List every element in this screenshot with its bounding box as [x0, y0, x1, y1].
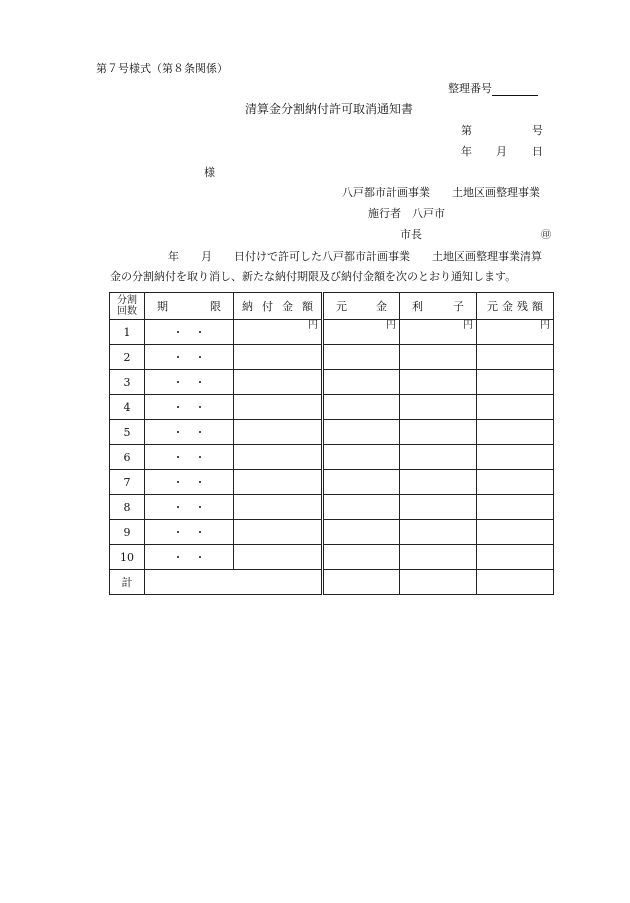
nofu-amount-cell[interactable] — [234, 370, 323, 395]
nofu-amount-cell[interactable] — [234, 445, 323, 470]
table-row — [110, 345, 554, 370]
header-genkin — [323, 293, 400, 320]
installment-table — [109, 292, 554, 595]
row-number: 7 — [110, 470, 145, 495]
day-label: 日 — [532, 145, 543, 158]
nofu-amount-cell[interactable] — [234, 345, 323, 370]
table-row — [110, 470, 554, 495]
genkin-cell[interactable] — [323, 545, 400, 570]
total-nofu-cell[interactable] — [145, 570, 323, 595]
rishi-cell[interactable] — [400, 395, 477, 420]
rishi-cell[interactable] — [400, 495, 477, 520]
total-rishi-cell[interactable] — [400, 570, 477, 595]
header-genkin-1: 元 — [336, 300, 347, 313]
header-kigen-2: 限 — [210, 300, 221, 313]
header-rishi-1: 利 — [412, 300, 423, 313]
rishi-cell[interactable] — [400, 445, 477, 470]
issuer-executor: 施行者 八戸市 — [368, 207, 445, 220]
row-number: 3 — [110, 370, 145, 395]
seal-glyph: ㊞ — [541, 230, 551, 241]
genkin-cell[interactable] — [323, 470, 400, 495]
date-cell[interactable]: ・ ・ — [145, 495, 234, 520]
issuer-mayor: 市長 — [400, 228, 422, 241]
seal-mark — [541, 228, 551, 243]
table-row — [110, 370, 554, 395]
zandaka-cell[interactable] — [477, 495, 554, 520]
header-zandaka-2: 金 — [502, 300, 513, 313]
nofu-amount-cell[interactable] — [234, 545, 323, 570]
date-cell[interactable]: ・ ・ — [145, 370, 234, 395]
nofu-amount-cell[interactable] — [234, 395, 323, 420]
header-genkin-2: 金 — [376, 300, 387, 313]
zandaka-cell[interactable] — [477, 520, 554, 545]
row-number: 10 — [110, 545, 145, 570]
header-zandaka-3: 残 — [517, 300, 528, 313]
year-label: 年 — [461, 145, 472, 158]
total-zandaka-cell[interactable] — [477, 570, 554, 595]
genkin-cell[interactable] — [323, 495, 400, 520]
reference-number-label: 整理番号 — [448, 82, 492, 95]
zandaka-cell[interactable] — [477, 420, 554, 445]
genkin-cell[interactable] — [323, 420, 400, 445]
nofu-amount-cell[interactable] — [234, 495, 323, 520]
month-label: 月 — [496, 145, 507, 158]
header-zandaka-1: 元 — [487, 300, 498, 313]
row-number: 9 — [110, 520, 145, 545]
header-nofu — [234, 293, 323, 320]
row-number: 6 — [110, 445, 145, 470]
header-kigen-1: 期 — [157, 300, 168, 313]
total-label: 計 — [110, 570, 145, 595]
nofu-amount-cell[interactable] — [234, 420, 323, 445]
header-kigen — [145, 293, 234, 320]
reference-number-field — [448, 82, 538, 96]
row-number: 4 — [110, 395, 145, 420]
rishi-cell[interactable] — [400, 370, 477, 395]
zandaka-cell[interactable] — [477, 395, 554, 420]
date-cell[interactable]: ・ ・ — [145, 420, 234, 445]
row-number: 8 — [110, 495, 145, 520]
nofu-amount-cell[interactable] — [234, 470, 323, 495]
row-number: 1 — [110, 320, 145, 345]
document-title: 清算金分割納付許可取消通知書 — [245, 102, 414, 116]
table-row — [110, 495, 554, 520]
total-row — [110, 570, 554, 595]
date-cell[interactable]: ・ ・ — [145, 520, 234, 545]
rishi-cell[interactable]: 円 — [400, 320, 477, 345]
date-cell[interactable]: ・ ・ — [145, 445, 234, 470]
zandaka-cell[interactable] — [477, 545, 554, 570]
genkin-cell[interactable] — [323, 395, 400, 420]
zandaka-cell[interactable] — [477, 445, 554, 470]
rishi-cell[interactable] — [400, 345, 477, 370]
body-line-1: 年 月 日付けで許可した八戸都市計画事業 土地区画整理事業清算 — [168, 250, 542, 263]
table-row — [110, 395, 554, 420]
rishi-cell[interactable] — [400, 420, 477, 445]
header-nofu-1: 納 — [242, 300, 253, 313]
header-nofu-2: 付 — [262, 300, 273, 313]
header-zandaka-4: 額 — [532, 300, 543, 313]
date-cell[interactable]: ・ ・ — [145, 545, 234, 570]
zandaka-cell[interactable] — [477, 370, 554, 395]
genkin-cell[interactable] — [323, 370, 400, 395]
table-row — [110, 420, 554, 445]
dai-label: 第 — [461, 124, 472, 137]
rishi-cell[interactable] — [400, 470, 477, 495]
table-row — [110, 520, 554, 545]
issuer-project-name: 八戸都市計画事業 土地区画整理事業 — [342, 186, 540, 199]
nofu-amount-cell[interactable] — [234, 520, 323, 545]
table-row — [110, 320, 554, 345]
date-cell[interactable]: ・ ・ — [145, 320, 234, 345]
header-nofu-4: 額 — [302, 300, 313, 313]
reference-number-blank[interactable] — [492, 84, 538, 96]
zandaka-cell[interactable] — [477, 470, 554, 495]
header-kaisu-line2: 回数 — [117, 306, 137, 317]
header-kaisu-line1: 分割 — [117, 295, 137, 306]
go-label: 号 — [532, 124, 543, 137]
zandaka-cell[interactable]: 円 — [477, 320, 554, 345]
header-rishi — [400, 293, 477, 320]
genkin-cell[interactable]: 円 — [323, 320, 400, 345]
row-number: 2 — [110, 345, 145, 370]
genkin-cell[interactable] — [323, 345, 400, 370]
header-kaisu — [110, 293, 145, 320]
row-number: 5 — [110, 420, 145, 445]
nofu-amount-cell[interactable]: 円 — [234, 320, 323, 345]
zandaka-cell[interactable] — [477, 345, 554, 370]
rishi-cell[interactable] — [400, 545, 477, 570]
total-genkin-cell[interactable] — [323, 570, 400, 595]
date-cell[interactable]: ・ ・ — [145, 470, 234, 495]
rishi-cell[interactable] — [400, 520, 477, 545]
table-row — [110, 545, 554, 570]
table-row — [110, 445, 554, 470]
date-cell[interactable]: ・ ・ — [145, 345, 234, 370]
genkin-cell[interactable] — [323, 445, 400, 470]
body-line-2: 金の分割納付を取り消し、新たな納付期限及び納付金額を次のとおり通知します。 — [110, 270, 517, 283]
genkin-cell[interactable] — [323, 520, 400, 545]
header-zandaka — [477, 293, 554, 320]
date-cell[interactable]: ・ ・ — [145, 395, 234, 420]
table-header-row — [110, 293, 554, 320]
header-nofu-3: 金 — [282, 300, 293, 313]
form-number-label: 第７号様式（第８条関係） — [96, 62, 228, 75]
header-rishi-2: 子 — [453, 300, 464, 313]
addressee-sama: 様 — [204, 166, 215, 179]
